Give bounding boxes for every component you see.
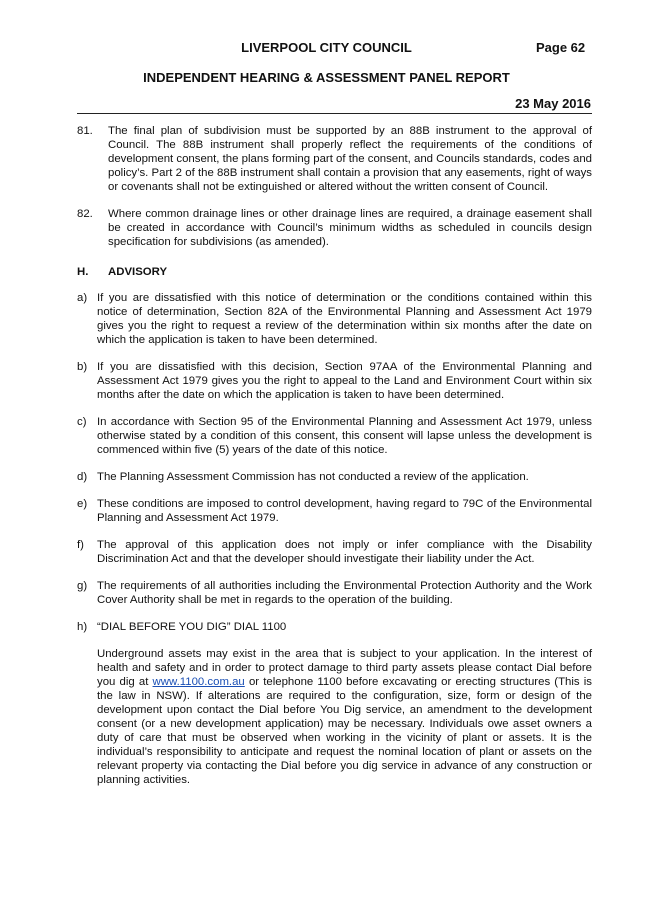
- section-title: ADVISORY: [108, 266, 168, 278]
- advisory-text: In accordance with Section 95 of the Environmental Planning and Assessment Act 1979, unless otherwise stated by a condition of this consent, this consent will lapse unless the development is commenced within five (5) years of the date of this notice.: [97, 416, 592, 456]
- advisory-text: The requirements of all authorities including the Environmental Protection Authority and the Work Cover Authority shall be met in regards to the operation of the building.: [97, 580, 592, 606]
- advisory-text: The Planning Assessment Commission has not conducted a review of the application.: [97, 471, 529, 483]
- advisory-item: [77, 579, 592, 607]
- advisory-item: [77, 538, 592, 566]
- council-name: LIVERPOOL CITY COUNCIL: [241, 40, 412, 55]
- advisory-item: [77, 415, 592, 457]
- condition-item: [77, 124, 592, 194]
- advisory-item: [77, 360, 592, 402]
- dial-text-after: or telephone 1100 before excavating or erecting structures (This is the law in NSW). If alterations are required to the configuration, size, form or design of the development upon contact the Dial before You Dig service, an amendment to the development consent (or a new development application) may be necessary. Individuals owe asset owners a duty of care that must be observed when working in the vicinity of plant or assets. It is the individual’s responsibility to anticipate and request the nominal location of plant or assets on the relevant property via contacting the Dial before you dig service in advance of any construction or planning activities.: [97, 676, 592, 786]
- page-number: Page 62: [536, 40, 586, 55]
- advisory-item-dial: [77, 620, 592, 634]
- dial-text-before: Underground assets may exist in the area that is subject to your application. In the interest of health and safety and in order to protect damage to third party assets please contact Dial before you dig at: [97, 648, 592, 688]
- condition-number: 82.: [77, 208, 93, 220]
- advisory-text: These conditions are imposed to control development, having regard to 79C of the Environmental Planning and Assessment Act 1979.: [97, 498, 592, 524]
- section-heading: [77, 265, 592, 279]
- condition-text: Where common drainage lines or other drainage lines are required, a drainage easement shall be created in accordance with Council’s minimum widths as scheduled in councils design specification for subdivisions (as amended).: [108, 208, 592, 248]
- header-rule: [77, 113, 592, 114]
- condition-item: [77, 207, 592, 249]
- dial-website-link[interactable]: www.1100.com.au: [152, 676, 245, 688]
- report-title: INDEPENDENT HEARING & ASSESSMENT PANEL REPORT: [143, 70, 510, 85]
- advisory-letter: c): [77, 416, 87, 428]
- advisory-letter: e): [77, 498, 88, 510]
- report-date: 23 May 2016: [515, 96, 591, 111]
- advisory-text: If you are dissatisfied with this notice of determination or the conditions contained within this notice of determination, Section 82A of the Environmental Planning and Assessment Act 1979 gives you the right to request a review of the determination within six months after the date on which the application is taken to have been determined.: [97, 292, 592, 346]
- advisory-item: [77, 291, 592, 347]
- dial-paragraph: [97, 647, 592, 787]
- advisory-letter: f): [77, 539, 84, 551]
- advisory-letter: h): [77, 621, 88, 633]
- advisory-item: [77, 470, 592, 484]
- advisory-letter: g): [77, 580, 88, 592]
- advisory-letter: d): [77, 471, 88, 483]
- dial-title: “DIAL BEFORE YOU DIG” DIAL 1100: [97, 621, 287, 633]
- advisory-letter: b): [77, 361, 88, 373]
- condition-number: 81.: [77, 125, 93, 137]
- advisory-item: [77, 497, 592, 525]
- section-letter: H.: [77, 266, 89, 278]
- condition-text: The final plan of subdivision must be supported by an 88B instrument to the approval of Council. The 88B instrument shall properly reflect the requirements of the conditions of development consent, the plans forming part of the consent, and Councils standards, codes and policy’s. Part 2 of the 88B instrument shall contain a provision that any easements, right of ways or covenants shall not be extinguished or altered without the written consent of Council.: [108, 125, 592, 193]
- advisory-text: The approval of this application does not imply or infer compliance with the Disability Discrimination Act and that the developer should investigate their liability under the Act.: [97, 539, 592, 565]
- advisory-letter: a): [77, 292, 88, 304]
- advisory-text: If you are dissatisfied with this decision, Section 97AA of the Environmental Planning and Assessment Act 1979 gives you the right to appeal to the Land and Environment Court within six months after the date on which the application is taken to have been determined.: [97, 361, 592, 401]
- document-body: [77, 124, 592, 787]
